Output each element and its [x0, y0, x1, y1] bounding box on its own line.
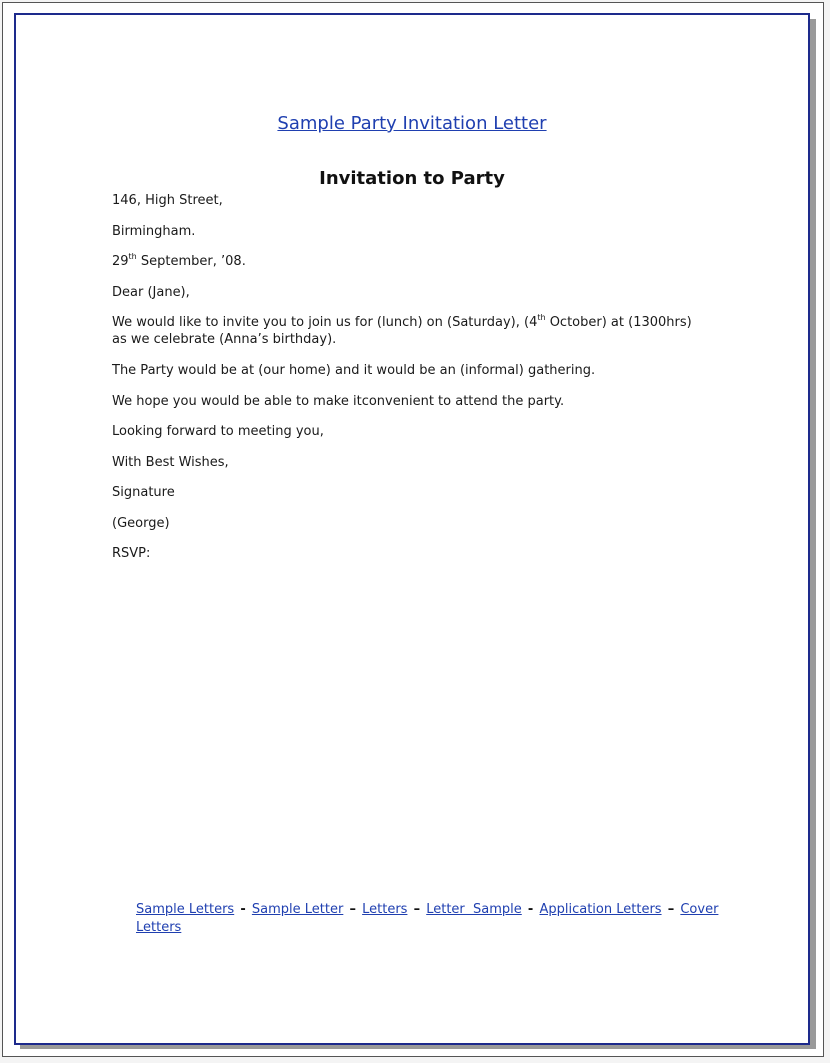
date-rest: September, ’08.	[136, 254, 246, 269]
date-suffix: th	[128, 251, 137, 261]
address-line-2: Birmingham.	[112, 224, 196, 239]
letter-date	[112, 253, 732, 270]
paragraph-3: We hope you would be able to make itconvenient to attend the party.	[112, 394, 565, 409]
paragraph-1-line-2: as we celebrate (Anna’s birthday).	[112, 332, 337, 347]
footer-separator: -	[527, 902, 534, 917]
footer-links	[136, 901, 726, 937]
paragraph-1-line-1	[112, 314, 732, 331]
footer-link-application-letters[interactable]: Application Letters	[539, 902, 662, 917]
footer-separator: -	[240, 902, 246, 917]
closing-line-2: With Best Wishes,	[112, 455, 229, 470]
document-page	[14, 13, 810, 1045]
address-line-1: 146, High Street,	[112, 193, 223, 208]
footer-link-sample-letters[interactable]: Sample Letters	[136, 902, 235, 917]
footer-link-sample-letter[interactable]: Sample Letter	[251, 902, 344, 917]
rsvp-label: RSVP:	[112, 546, 151, 561]
salutation: Dear (Jane),	[112, 285, 190, 300]
para1-part-b: October) at (1300hrs)	[545, 315, 692, 330]
date-day: 29	[112, 254, 129, 269]
closing-line-1: Looking forward to meeting you,	[112, 424, 324, 439]
footer-link-cover[interactable]: Cover	[680, 902, 719, 917]
footer-link-letter-sample[interactable]: Letter Sample	[426, 902, 522, 917]
letter-heading: Invitation to Party	[319, 168, 505, 189]
para1-ordinal: th	[537, 312, 546, 322]
footer-link-letters[interactable]: Letters	[362, 902, 408, 917]
title-link[interactable]: Sample Party Invitation Letter	[277, 113, 547, 134]
footer-separator: –	[349, 902, 356, 917]
paragraph-2: The Party would be at (our home) and it would be an (informal) gathering.	[112, 363, 596, 378]
para1-part-a: We would like to invite you to join us for (lunch) on (Saturday), (4	[112, 315, 538, 330]
footer-link-cover-letters[interactable]: Letters	[136, 920, 182, 935]
footer-separator: –	[667, 902, 675, 917]
sender-name: (George)	[112, 516, 170, 531]
footer-separator: –	[413, 902, 421, 917]
signature-label: Signature	[112, 485, 175, 500]
